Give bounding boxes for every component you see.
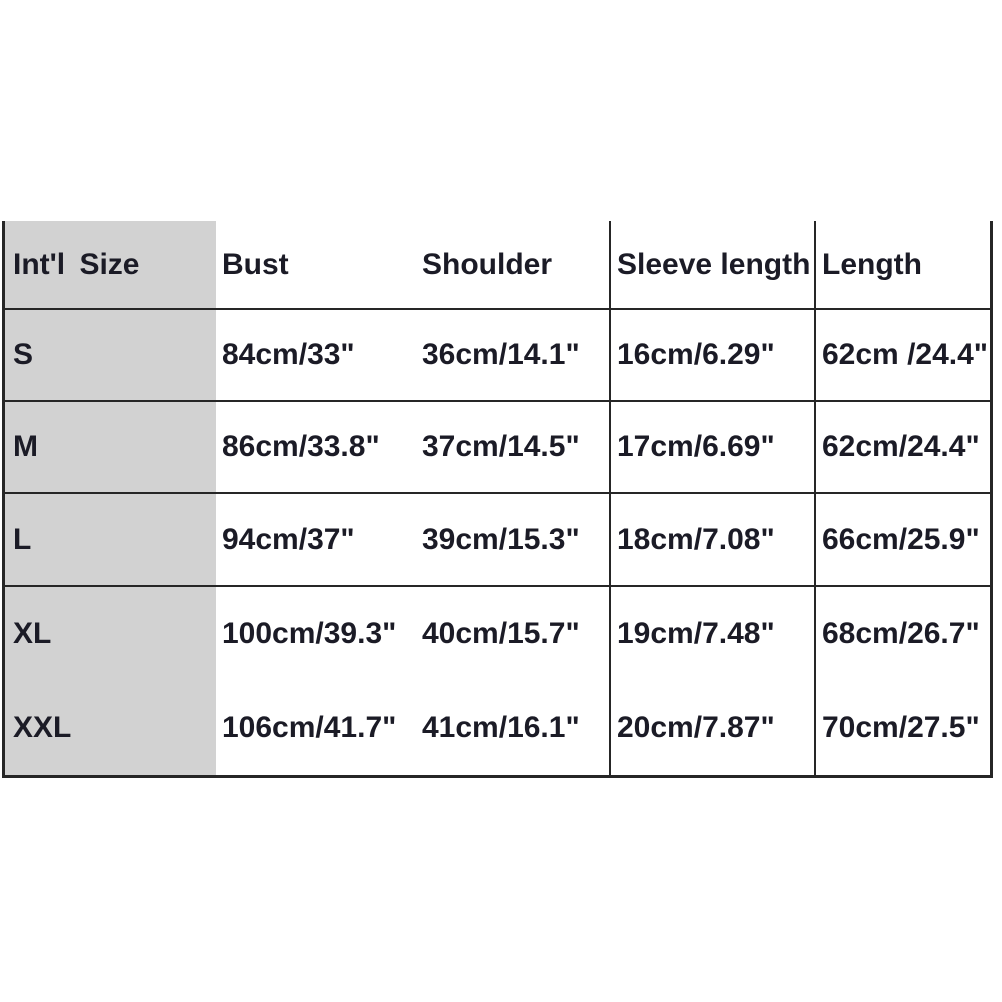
- cell-l-sleeve: 18cm/7.08": [611, 494, 816, 587]
- cell-xl-sleeve: 19cm/7.48": [611, 587, 816, 681]
- cell-xxl-shoulder: 41cm/16.1": [416, 681, 611, 775]
- cell-l-bust: 94cm/37": [216, 494, 416, 587]
- column-header-bust: Bust: [216, 221, 416, 310]
- cell-xxl-sleeve: 20cm/7.87": [611, 681, 816, 775]
- cell-m-shoulder: 37cm/14.5": [416, 402, 611, 494]
- cell-xxl-bust: 106cm/41.7": [222, 711, 397, 744]
- cell-xl-length: 68cm/26.7": [822, 617, 980, 650]
- cell-xxl-length: 70cm/27.5": [822, 711, 980, 744]
- column-header-intl-size: Int'l Size: [5, 221, 216, 310]
- cell-m-length: 62cm/24.4": [816, 402, 990, 494]
- cell-m-bust: 86cm/33.8": [216, 402, 416, 494]
- column-header-shoulder: Shoulder: [416, 221, 611, 310]
- size-chart-table: [2, 221, 993, 778]
- size-label-l: L: [5, 494, 216, 587]
- cell-s-bust: 84cm/33": [216, 310, 416, 402]
- cell-m-sleeve: 17cm/6.69": [611, 402, 816, 494]
- column-header-length: Length: [816, 221, 990, 310]
- cell-l-shoulder: 39cm/15.3": [416, 494, 611, 587]
- cell-s-shoulder: 36cm/14.1": [416, 310, 611, 402]
- size-label-s: S: [5, 310, 216, 402]
- size-label-m: M: [5, 402, 216, 494]
- cell-s-sleeve: 16cm/6.29": [611, 310, 816, 402]
- cell-xl-bust: 100cm/39.3": [222, 617, 397, 650]
- size-label-xl: XL: [5, 587, 216, 681]
- cell-l-length: 66cm/25.9": [816, 494, 990, 587]
- cell-xl-shoulder: 40cm/15.7": [416, 587, 611, 681]
- size-label-xxl: XXL: [5, 681, 216, 775]
- column-header-sleeve-length: Sleeve length: [611, 221, 816, 310]
- cell-s-length: 62cm /24.4": [816, 310, 990, 402]
